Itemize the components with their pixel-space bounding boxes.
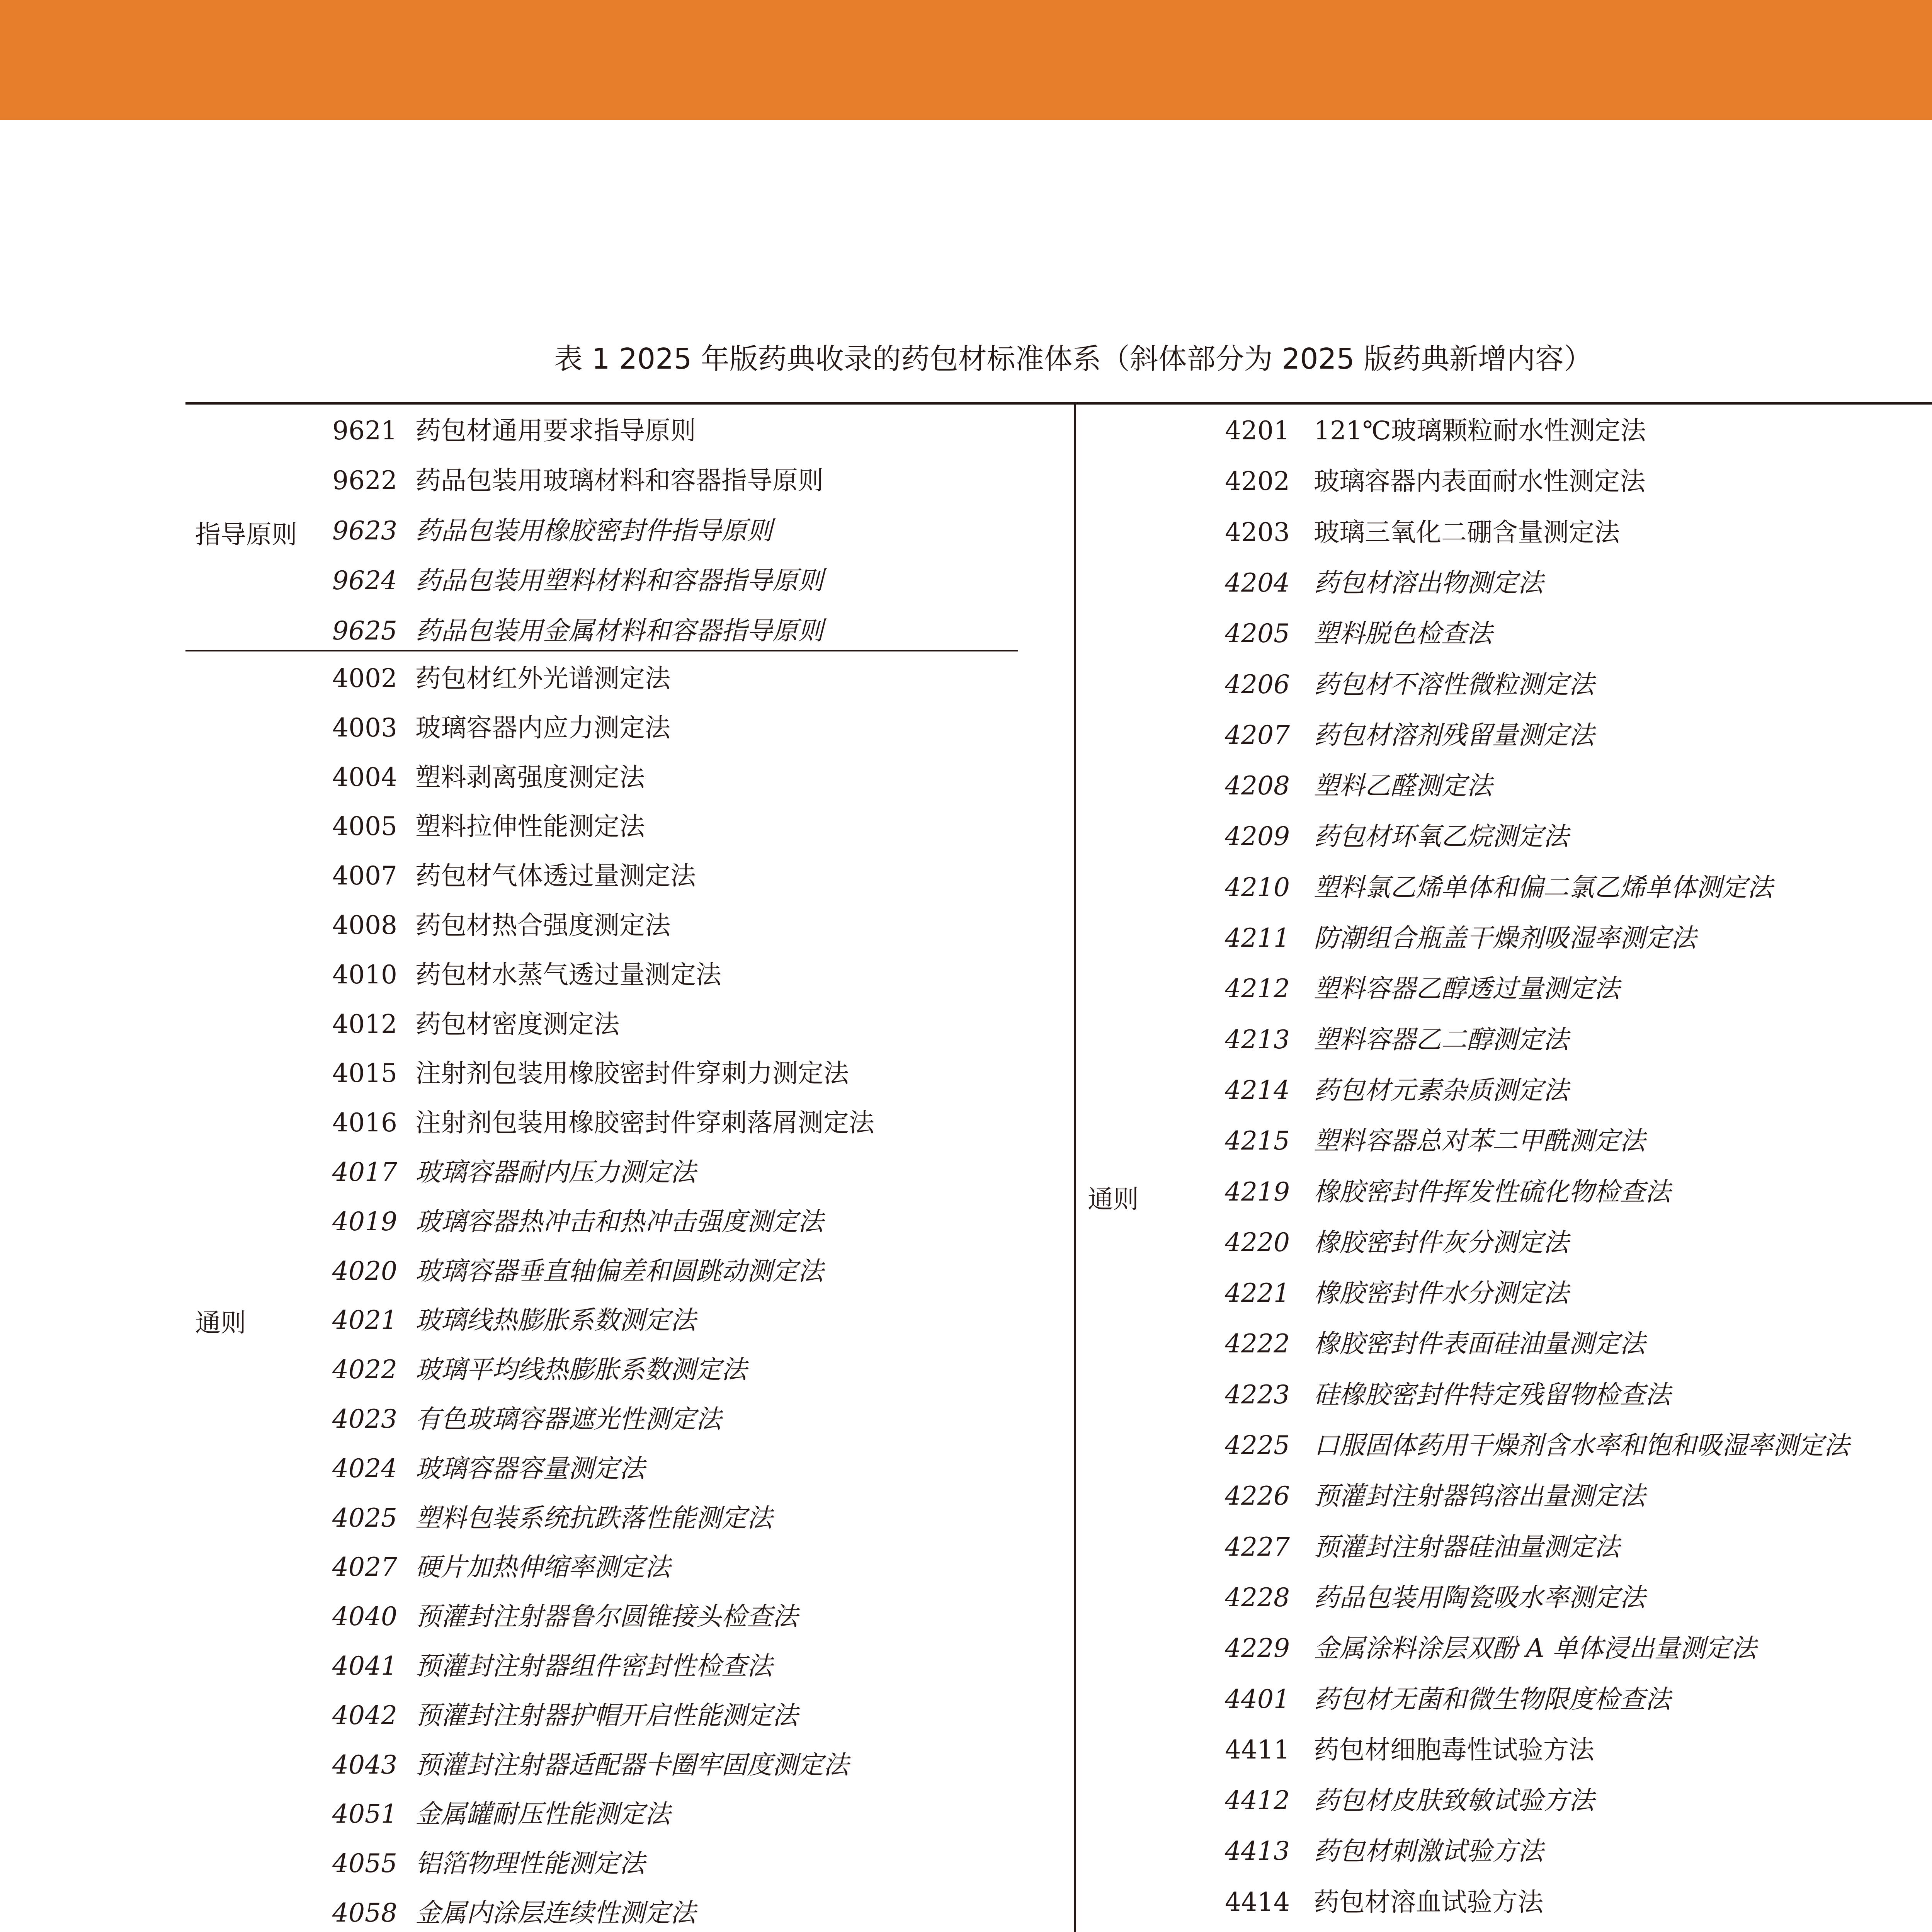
standard-name: 药包材通用要求指导原则 [415,416,696,446]
standard-name: 玻璃三氧化二硼含量测定法 [1314,517,1620,547]
standard-name: 金属内涂层连续性测定法 [415,1898,696,1928]
standard-name: 橡胶密封件灰分测定法 [1314,1227,1569,1257]
standard-name: 玻璃容器内表面耐水性测定法 [1314,466,1645,497]
standard-name: 塑料容器乙二醇测定法 [1314,1024,1569,1054]
standard-code: 4412 [1225,1786,1290,1816]
standard-name: 预灌封注射器鲁尔圆锥接头检查法 [415,1602,798,1632]
standard-code: 4019 [332,1206,397,1236]
table-middle-divider [1074,402,1076,1932]
standard-code: 4227 [1225,1532,1290,1562]
standard-name: 橡胶密封件水分测定法 [1314,1278,1569,1308]
standard-name: 硬片加热伸缩率测定法 [415,1552,670,1582]
standard-code: 4007 [332,861,397,891]
standard-name: 药包材元素杂质测定法 [1314,1075,1569,1105]
standard-code: 4226 [1225,1481,1290,1511]
standard-code: 4223 [1225,1379,1290,1410]
standard-code: 9624 [332,566,397,596]
standard-code: 4015 [332,1058,397,1088]
standard-code: 4023 [332,1404,397,1434]
standard-code: 4413 [1225,1836,1290,1866]
table-caption: 表 1 2025 年版药典收录的药包材标准体系（斜体部分为 2025 版药典新增内容） [554,342,1593,376]
standard-name: 橡胶密封件表面硅油量测定法 [1314,1329,1645,1359]
standard-code: 4203 [1225,517,1290,547]
standard-code: 4017 [332,1157,397,1187]
standard-name: 玻璃容器容量测定法 [415,1453,645,1483]
standard-code: 4016 [332,1108,397,1138]
standard-code: 4020 [332,1256,397,1286]
standard-name: 塑料剥离强度测定法 [415,762,645,792]
standard-code: 4229 [1225,1633,1290,1663]
standard-code: 4222 [1225,1329,1290,1359]
table-top-rule [185,402,1932,405]
standard-code: 4206 [1225,669,1290,699]
standard-name: 药包材溶剂残留量测定法 [1314,720,1594,750]
standard-code: 4219 [1225,1177,1290,1207]
standard-name: 预灌封注射器钨溶出量测定法 [1314,1481,1645,1511]
standard-name: 药品包装用塑料材料和容器指导原则 [415,566,823,596]
standard-name: 药包材溶出物测定法 [1314,568,1543,598]
standard-name: 药品包装用金属材料和容器指导原则 [415,616,823,646]
header-color-bar [0,0,1932,120]
standard-code: 4005 [332,811,397,842]
standard-name: 药包材溶血试验方法 [1314,1887,1543,1917]
standard-name: 药包材不溶性微粒测定法 [1314,669,1594,699]
category-label-general-right: 通则 [1088,1184,1139,1214]
standard-code: 9621 [332,416,397,446]
category-label-guidelines: 指导原则 [195,520,297,549]
table-group-divider [185,650,1018,651]
standard-code: 4204 [1225,568,1290,598]
standard-name: 塑料容器乙醇透过量测定法 [1314,974,1620,1004]
standard-code: 4043 [332,1750,397,1780]
standard-name: 玻璃容器热冲击和热冲击强度测定法 [415,1206,823,1236]
standard-code: 4008 [332,910,397,940]
standard-code: 4228 [1225,1582,1290,1612]
standard-name: 预灌封注射器硅油量测定法 [1314,1532,1620,1562]
standard-code: 4201 [1225,416,1290,446]
standard-name: 口服固体药用干燥剂含水率和饱和吸湿率测定法 [1314,1430,1849,1460]
standard-code: 4004 [332,762,397,792]
category-label-general: 通则 [195,1308,246,1338]
standard-code: 4027 [332,1552,397,1582]
standard-name: 塑料容器总对苯二甲酰测定法 [1314,1126,1645,1156]
standard-code: 4024 [332,1453,397,1483]
standard-name: 塑料脱色检查法 [1314,619,1492,649]
standard-name: 硅橡胶密封件特定残留物检查法 [1314,1379,1671,1410]
standard-name: 防潮组合瓶盖干燥剂吸湿率测定法 [1314,923,1696,953]
standard-code: 4205 [1225,619,1290,649]
standard-name: 药包材红外光谱测定法 [415,663,670,693]
standard-code: 4401 [1225,1684,1290,1714]
standard-code: 4012 [332,1009,397,1039]
standard-name: 药品包装用陶瓷吸水率测定法 [1314,1582,1645,1612]
standard-name: 药包材细胞毒性试验方法 [1314,1735,1594,1765]
standard-code: 4213 [1225,1024,1290,1054]
standard-code: 4025 [332,1503,397,1533]
standard-name: 玻璃容器内应力测定法 [415,713,670,743]
standard-name: 塑料拉伸性能测定法 [415,811,645,842]
standard-name: 注射剂包装用橡胶密封件穿刺力测定法 [415,1058,849,1088]
standard-name: 塑料乙醛测定法 [1314,771,1492,801]
standard-code: 4215 [1225,1126,1290,1156]
standard-code: 4214 [1225,1075,1290,1105]
standard-code: 4021 [332,1305,397,1335]
standard-name: 药包材环氧乙烷测定法 [1314,821,1569,852]
standard-name: 橡胶密封件挥发性硫化物检查法 [1314,1177,1671,1207]
standard-name: 121℃玻璃颗粒耐水性测定法 [1314,416,1646,446]
standard-code: 9622 [332,466,397,496]
standard-code: 4225 [1225,1430,1290,1460]
standard-code: 4207 [1225,720,1290,750]
standard-name: 预灌封注射器适配器卡圈牢固度测定法 [415,1750,849,1780]
standard-name: 药包材无菌和微生物限度检查法 [1314,1684,1671,1714]
standard-code: 4051 [332,1799,397,1829]
standard-name: 注射剂包装用橡胶密封件穿刺落屑测定法 [415,1108,874,1138]
standard-code: 4022 [332,1355,397,1385]
standard-code: 4002 [332,663,397,693]
standard-name: 金属罐耐压性能测定法 [415,1799,670,1829]
standard-code: 4210 [1225,872,1290,902]
standard-name: 玻璃容器垂直轴偏差和圆跳动测定法 [415,1256,823,1286]
standard-code: 4209 [1225,821,1290,852]
standard-name: 玻璃容器耐内压力测定法 [415,1157,696,1187]
standard-code: 4040 [332,1602,397,1632]
standard-code: 4055 [332,1849,397,1879]
standard-code: 4211 [1225,923,1290,953]
standard-name: 塑料氯乙烯单体和偏二氯乙烯单体测定法 [1314,872,1773,902]
standard-name: 药包材热合强度测定法 [415,910,670,940]
standard-code: 4221 [1225,1278,1290,1308]
standard-name: 金属涂料涂层双酚 A 单体浸出量测定法 [1314,1633,1757,1663]
standard-name: 药包材皮肤致敏试验方法 [1314,1786,1594,1816]
standard-name: 药品包装用玻璃材料和容器指导原则 [415,466,823,496]
standard-name: 有色玻璃容器遮光性测定法 [415,1404,721,1434]
standard-name: 药品包装用橡胶密封件指导原则 [415,515,772,546]
standard-name: 玻璃平均线热膨胀系数测定法 [415,1355,747,1385]
standard-name: 塑料包装系统抗跌落性能测定法 [415,1503,772,1533]
standard-name: 预灌封注射器组件密封性检查法 [415,1651,772,1681]
standard-name: 药包材刺激试验方法 [1314,1836,1543,1866]
standard-code: 4414 [1225,1887,1290,1917]
standard-code: 4202 [1225,466,1290,497]
standard-name: 药包材气体透过量测定法 [415,861,696,891]
standard-name: 铝箔物理性能测定法 [415,1849,645,1879]
standard-code: 4042 [332,1700,397,1730]
standard-name: 预灌封注射器护帽开启性能测定法 [415,1700,798,1730]
standard-code: 4212 [1225,974,1290,1004]
standard-code: 4058 [332,1898,397,1928]
standard-code: 4010 [332,959,397,990]
standard-code: 4220 [1225,1227,1290,1257]
standard-name: 药包材密度测定法 [415,1009,619,1039]
standard-code: 4411 [1225,1735,1290,1765]
standard-code: 9623 [332,515,397,546]
standard-code: 4041 [332,1651,397,1681]
standard-name: 药包材水蒸气透过量测定法 [415,959,721,990]
standard-code: 4208 [1225,771,1290,801]
standard-name: 玻璃线热膨胀系数测定法 [415,1305,696,1335]
standard-code: 4003 [332,713,397,743]
standard-code: 9625 [332,616,397,646]
